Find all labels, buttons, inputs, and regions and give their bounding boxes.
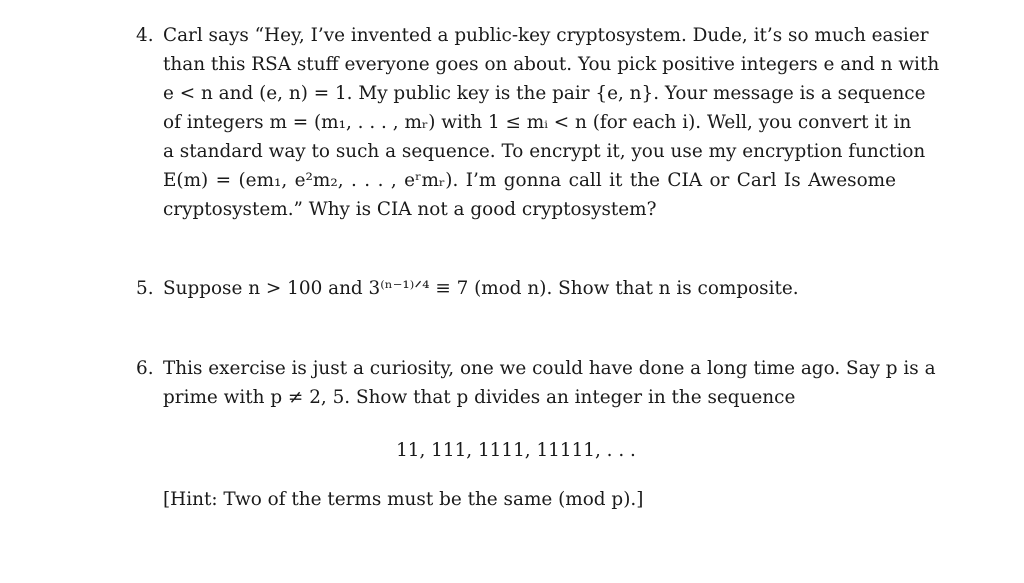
problem-text-line: prime with p ≠ 2, 5. Show that p divides an integer in the sequence xyxy=(163,387,796,408)
problem-text-line: Suppose n > 100 and 3⁽ⁿ⁻¹⁾ᐟ⁴ ≡ 7 (mod n). Show that n is composite. xyxy=(163,278,799,299)
problem-5 xyxy=(136,274,896,303)
hint-text: [Hint: Two of the terms must be the same (mod p).] xyxy=(163,489,644,510)
problem-number: 5. xyxy=(136,278,154,299)
problem-text-line: e < n and (e, n) = 1. My public key is the pair {e, n}. Your message is a sequence xyxy=(163,83,926,104)
sequence-display: 11, 111, 1111, 11111, . . . xyxy=(396,440,636,461)
problem-6 xyxy=(136,354,936,412)
problem-number: 4. xyxy=(136,25,154,46)
problem-text-line: cryptosystem.” Why is CIA not a good cryptosystem? xyxy=(163,199,657,220)
problem-number: 6. xyxy=(136,358,154,379)
problem-4 xyxy=(136,21,940,224)
problem-text-line: than this RSA stuff everyone goes on about. You pick positive integers e and n with xyxy=(163,54,940,75)
problem-text-line: This exercise is just a curiosity, one we could have done a long time ago. Say p is a xyxy=(163,358,936,379)
problem-text-line: a standard way to such a sequence. To encrypt it, you use my encryption function xyxy=(163,141,926,162)
problem-text-line: E(m) = (em₁, e²m₂, . . . , eʳmᵣ). I’m gonna call it the CIA or Carl Is Awesome xyxy=(163,170,896,191)
problem-text-line: of integers m = (m₁, . . . , mᵣ) with 1 ≤ mᵢ < n (for each i). Well, you convert it in xyxy=(163,112,912,133)
problem-text-line: Carl says “Hey, I’ve invented a public-key cryptosystem. Dude, it’s so much easier xyxy=(163,25,929,46)
